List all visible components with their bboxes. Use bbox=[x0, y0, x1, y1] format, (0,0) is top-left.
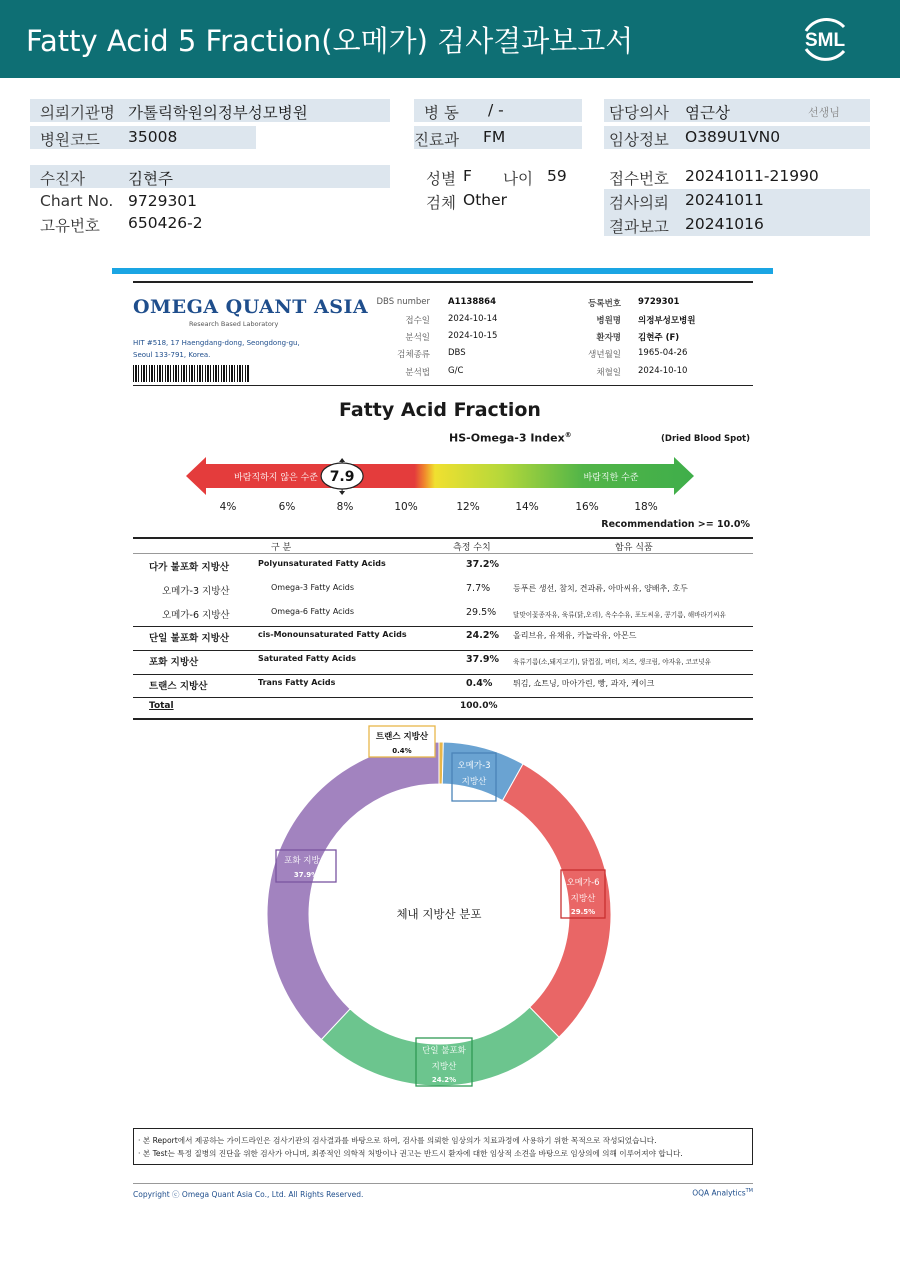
report-title: Fatty Acid 5 Fraction(오메가) 검사결과보고서 bbox=[26, 24, 634, 58]
hospital-name-value: 의정부성모병원 bbox=[638, 316, 696, 326]
slice-label-name-line1: 트랜스 지방산 bbox=[375, 732, 429, 742]
institution-label: 의뢰기관명 bbox=[40, 104, 115, 122]
age-value: 59 bbox=[547, 167, 567, 185]
dbs-value: A1138864 bbox=[448, 297, 496, 307]
index-title bbox=[449, 431, 572, 445]
report-top-rule bbox=[133, 281, 753, 283]
lab-brand: OMEGA QUANT ASIA bbox=[133, 296, 369, 318]
hospital-code-value: 35008 bbox=[128, 128, 178, 146]
gauge-tick-label: 6% bbox=[278, 501, 296, 513]
clinical-value: O389U1VN0 bbox=[685, 128, 781, 146]
result-value: 20241016 bbox=[685, 215, 764, 233]
doctor-label: 담당의사 bbox=[609, 104, 669, 122]
reg-value: 9729301 bbox=[638, 297, 680, 307]
report-meta-left bbox=[350, 297, 498, 387]
row-foods: 올리브유, 유채유, 카놀라유, 아몬드 bbox=[513, 631, 637, 640]
donut-center-label: 체내 지방산 분포 bbox=[396, 907, 482, 921]
slice-label-name-line2: 지방산 bbox=[570, 894, 596, 904]
patient-name-label: 환자명 bbox=[596, 333, 621, 343]
row-category-ko: 트랜스 지방산 bbox=[149, 681, 208, 692]
row-category-en: Omega-3 Fatty Acids bbox=[271, 583, 355, 592]
clinical-label: 임상정보 bbox=[609, 131, 669, 149]
institution-value: 가톨릭학원의정부성모병원 bbox=[128, 104, 308, 122]
result-label: 결과보고 bbox=[609, 218, 669, 236]
row-foods: 육류기름(소,돼지고기), 닭껍질, 버터, 치즈, 생크림, 야자유, 코코넛유 bbox=[513, 658, 712, 666]
fatty-acid-donut-chart bbox=[150, 722, 750, 1122]
undesirable-label: 바람직하지 않은 수준 bbox=[234, 473, 318, 483]
disclaimer-line1: · 본 Report에서 제공하는 가이드라인은 검사기관의 검사결과를 바탕으로 하여, 검사를 의뢰한 임상의가 치료과정에 사용하기 위한 목적으로 작성되었습니다. bbox=[138, 1136, 657, 1145]
disclaimer-box bbox=[133, 1128, 753, 1165]
unique-no-label: 고유번호 bbox=[40, 217, 100, 235]
total-value: 100.0% bbox=[460, 701, 498, 711]
table-row-rule bbox=[133, 674, 753, 675]
index-title-mark: ® bbox=[564, 431, 572, 439]
logo-text: SML bbox=[804, 30, 846, 51]
received-value: 2024-10-14 bbox=[448, 314, 498, 324]
table-header-rule bbox=[133, 553, 753, 554]
receipt-label: 접수번호 bbox=[609, 170, 669, 188]
gauge-tick-label: 14% bbox=[515, 501, 539, 513]
analytics-mark: TM bbox=[745, 1188, 753, 1194]
copyright: Copyright ⓒ Omega Quant Asia Co., Ltd. All Rights Reserved. bbox=[133, 1190, 364, 1199]
oqa-analytics bbox=[600, 1188, 753, 1198]
method-value: G/C bbox=[448, 366, 464, 376]
reg-label: 등록번호 bbox=[588, 299, 621, 309]
index-title-text: HS-Omega-3 Index bbox=[449, 431, 565, 445]
row-value: 7.7% bbox=[466, 583, 491, 594]
collected-label: 채혈일 bbox=[596, 368, 621, 378]
table-row-rule bbox=[133, 697, 753, 698]
examinee-label: 수진자 bbox=[40, 170, 85, 188]
table-row-rule bbox=[133, 650, 753, 651]
analytics-text: OQA Analytics bbox=[692, 1188, 746, 1198]
collected-value: 2024-10-10 bbox=[638, 366, 688, 376]
slice-label-name-line1: 오메가-3 bbox=[457, 761, 491, 771]
slice-label-name-line2: 지방산 bbox=[461, 777, 487, 787]
slice-label-value-text: 37.9% bbox=[293, 871, 319, 879]
specimen-row bbox=[414, 189, 594, 212]
row-foods: 튀김, 쇼트닝, 마아가린, 빵, 과자, 케이크 bbox=[513, 679, 655, 688]
dob-value: 1965-04-26 bbox=[638, 348, 688, 358]
department-label: 진료과 bbox=[414, 131, 459, 149]
row-category-ko: 단일 불포화 지방산 bbox=[149, 633, 230, 644]
age-label: 나이 bbox=[503, 170, 533, 188]
lab-address bbox=[133, 337, 333, 361]
unique-no-row bbox=[30, 212, 390, 235]
total-label: Total bbox=[149, 701, 174, 711]
ward-row bbox=[414, 99, 582, 122]
slice-label-name-line2: 지방산 bbox=[431, 1062, 457, 1072]
receipt-value: 20241011-21990 bbox=[685, 167, 819, 185]
chart-no-label: Chart No. bbox=[40, 192, 114, 210]
row-foods: 달맞이꽃종자유, 육류(닭,오리), 옥수수유, 포도씨유, 콩기름, 해바라기씨유 bbox=[513, 611, 726, 619]
receipt-row bbox=[604, 165, 870, 188]
dbs-label: DBS number bbox=[376, 297, 430, 307]
lab-address-line2: Seoul 133-791, Korea. bbox=[133, 351, 211, 359]
sex-age-row bbox=[414, 165, 594, 188]
request-result-block bbox=[604, 189, 870, 236]
received-label: 접수일 bbox=[405, 316, 430, 326]
slice-label-value-text: 24.2% bbox=[431, 1076, 457, 1084]
clinical-row bbox=[604, 126, 870, 149]
lab-address-line1: HIT #518, 17 Haengdang-dong, Seongdong-gu, bbox=[133, 339, 300, 347]
slice-label-value-text: 7.7% bbox=[464, 791, 484, 799]
patient-name-value: 김현주 (F) bbox=[638, 333, 680, 343]
specimen-type-label: 검체종류 bbox=[397, 350, 430, 360]
section-title: Fatty Acid Fraction bbox=[339, 399, 541, 421]
slice-label-name-line1: 단일 불포화 bbox=[422, 1046, 466, 1056]
header-category: 구 분 bbox=[271, 543, 292, 553]
table-row-rule bbox=[133, 626, 753, 627]
report-header bbox=[0, 0, 900, 78]
footer-rule bbox=[133, 1183, 753, 1184]
hospital-code-row bbox=[30, 126, 256, 149]
report-meta-right bbox=[560, 297, 753, 387]
request-value: 20241011 bbox=[685, 191, 764, 209]
unique-no-value: 650426-2 bbox=[128, 214, 203, 232]
row-category-ko: 다가 불포화 지방산 bbox=[149, 562, 230, 573]
chart-no-value: 9729301 bbox=[128, 192, 198, 210]
row-category-ko: 오메가-6 지방산 bbox=[162, 610, 230, 621]
gauge-tick-label: 16% bbox=[575, 501, 599, 513]
section-divider bbox=[112, 268, 773, 274]
chart-no-row bbox=[30, 190, 390, 213]
recommendation: Recommendation >= 10.0% bbox=[601, 519, 750, 530]
slice-label-value-text: 29.5% bbox=[570, 908, 596, 916]
specimen-label: 검체 bbox=[426, 194, 456, 212]
row-value: 29.5% bbox=[466, 607, 497, 618]
department-value: FM bbox=[483, 128, 506, 146]
row-category-ko: 포화 지방산 bbox=[149, 657, 199, 668]
hospital-name-label: 병원명 bbox=[596, 316, 621, 326]
dob-label: 생년월일 bbox=[588, 350, 621, 360]
slice-label-name-line1: 오메가-6 bbox=[566, 878, 600, 888]
doctor-row bbox=[604, 99, 870, 122]
gauge-value-text: 7.9 bbox=[329, 469, 355, 485]
row-category-en: Omega-6 Fatty Acids bbox=[271, 607, 355, 616]
row-value: 37.9% bbox=[466, 654, 499, 665]
hospital-code-label: 병원코드 bbox=[40, 131, 100, 149]
gauge-tick-label: 8% bbox=[336, 501, 354, 513]
sex-value: F bbox=[463, 167, 472, 185]
desirable-label: 바람직한 수준 bbox=[583, 473, 639, 483]
row-value: 24.2% bbox=[466, 630, 499, 641]
row-value: 0.4% bbox=[466, 678, 493, 689]
institution-row bbox=[30, 99, 390, 122]
row-category-en: Trans Fatty Acids bbox=[258, 678, 336, 687]
lab-tagline: Research Based Laboratory bbox=[189, 320, 279, 328]
gauge-tick-label: 4% bbox=[219, 501, 237, 513]
dried-blood-spot-label: (Dried Blood Spot) bbox=[661, 434, 750, 444]
table-bottom-rule bbox=[133, 718, 753, 720]
gauge-tick-label: 10% bbox=[394, 501, 418, 513]
gauge-value-marker bbox=[321, 458, 363, 495]
row-category-en: cis-Monounsaturated Fatty Acids bbox=[258, 630, 407, 639]
meta-bottom-rule bbox=[133, 385, 753, 386]
specimen-value: Other bbox=[463, 191, 508, 209]
slice-label-name-line1: 포화 지방산 bbox=[284, 856, 328, 866]
sml-logo bbox=[796, 13, 854, 65]
doctor-suffix: 선생님 bbox=[808, 106, 840, 119]
analyzed-value: 2024-10-15 bbox=[448, 331, 498, 341]
slice-label-value-text: 0.4% bbox=[392, 747, 412, 755]
doctor-value: 염근상 bbox=[685, 104, 730, 122]
omega3-index-gauge bbox=[186, 455, 694, 497]
specimen-type-value: DBS bbox=[448, 348, 466, 358]
request-label: 검사의뢰 bbox=[609, 194, 669, 212]
method-label: 분석법 bbox=[405, 368, 430, 378]
ward-label: 병 동 bbox=[424, 104, 459, 122]
row-category-ko: 오메가-3 지방산 bbox=[162, 586, 230, 597]
examinee-value: 김현주 bbox=[128, 170, 173, 188]
table-top-rule bbox=[133, 537, 753, 539]
row-category-en: Polyunsaturated Fatty Acids bbox=[258, 559, 386, 568]
row-category-en: Saturated Fatty Acids bbox=[258, 654, 356, 663]
header-value: 측정 수치 bbox=[453, 543, 491, 553]
ward-value: / - bbox=[488, 101, 504, 119]
barcode bbox=[133, 365, 250, 382]
header-foods: 함유 식품 bbox=[615, 543, 653, 553]
gauge-tick-label: 18% bbox=[634, 501, 658, 513]
row-value: 37.2% bbox=[466, 559, 499, 570]
department-row bbox=[414, 126, 582, 149]
row-foods: 등푸른 생선, 참치, 견과류, 아마씨유, 양배추, 호두 bbox=[513, 584, 688, 593]
donut-slice bbox=[267, 742, 439, 1039]
examinee-row bbox=[30, 165, 390, 188]
gauge-tick-label: 12% bbox=[456, 501, 480, 513]
analyzed-label: 분석일 bbox=[405, 333, 430, 343]
sex-label: 성별 bbox=[426, 170, 456, 188]
disclaimer-line2: · 본 Test는 특정 질병의 진단을 위한 검사가 아니며, 최종적인 의학적 처방이나 권고는 반드시 환자에 대한 임상적 소견을 바탕으로 임상의에 의해 이루어져야 합니다. bbox=[138, 1149, 683, 1158]
